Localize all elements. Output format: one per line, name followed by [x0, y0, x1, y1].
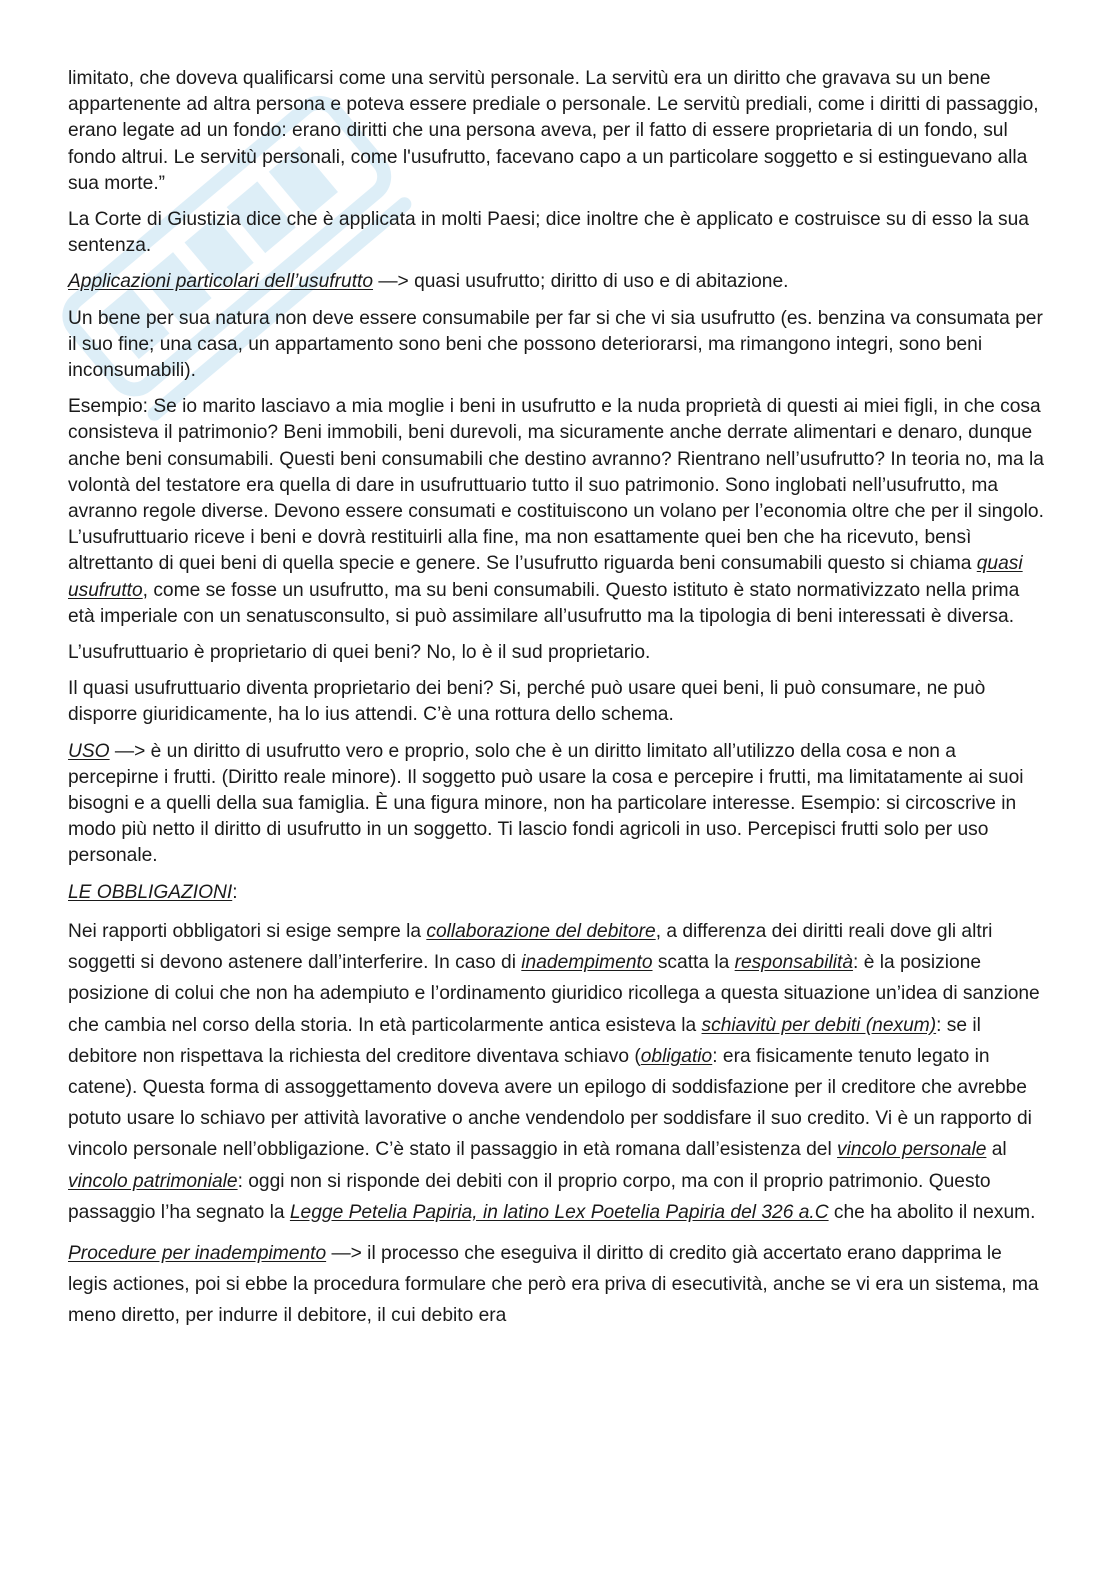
emphasized-term: Procedure per inadempimento — [68, 1242, 327, 1264]
text-run: : era fisicamente tenuto legato in catene). Questa forma di assoggettamento doveva avere un epilogo di soddisfazione per il creditore che avrebbe potuto usare lo schiavo per attività lavorative o anche vendendolo per soddisfare il suo credito. Vi è un rapporto di vincolo personale nell’obbligazione. C’è stato il passaggio in età romana dall’esistenza del — [68, 1045, 1032, 1161]
text-run: Un bene per sua natura non deve essere consumabile per far si che vi sia usufrutto (es. benzina va consumata per il suo fine; una casa, un appartamento sono beni che possono deteriorarsi, ma rimangono integri, sono beni inconsumabili). — [68, 307, 1043, 382]
paragraph — [68, 739, 1044, 870]
text-run: L’usufruttuario è proprietario di quei beni? No, lo è il sud proprietario. — [68, 642, 651, 664]
paragraph — [68, 1238, 1044, 1332]
text-run: Nei rapporti obbligatori si esige sempre la — [68, 920, 427, 942]
text-run: —> è un diritto di usufrutto vero e proprio, solo che è un diritto limitato all’utilizzo della cosa e non a percepirne i frutti. (Diritto reale minore). Il soggetto può usare la cosa e percepire i frutti, ma limitatamente ai suoi bisogni e a quelli della sua famiglia. È una figura minore, non ha particolare interesse. Esempio: si circoscrive in modo più netto il diritto di usufrutto in un soggetto. Ti lascio fondi agricoli in uso. Percepisci frutti solo per uso personale. — [68, 740, 1024, 867]
paragraph — [68, 306, 1044, 385]
document-page — [68, 66, 1044, 1342]
text-run: —> il processo che eseguiva il diritto di credito già accertato erano dapprima le legis actiones, poi si ebbe la procedura formulare che però era priva di esecutività, anche se vi era un sistema, ma meno diretto, per indurre il debitore, il cui debito era — [68, 1242, 1039, 1327]
text-run: : se il debitore non rispettava la richiesta del creditore diventava schiavo ( — [68, 1014, 981, 1067]
emphasized-term: USO — [68, 740, 110, 762]
paragraph — [68, 880, 1044, 906]
text-run: al — [986, 1139, 1007, 1161]
text-run: : — [232, 881, 238, 903]
emphasized-term: obligatio — [640, 1045, 713, 1067]
emphasized-term: Applicazioni particolari dell’usufrutto — [68, 271, 374, 293]
text-run: Il quasi usufruttuario diventa proprietario dei beni? Si, perché può usare quei beni, li può consumare, ne può disporre giuridicamente, ha lo ius attendi. C’è una rottura dello schema. — [68, 678, 986, 726]
text-run: scatta la — [652, 952, 735, 974]
paragraph — [68, 394, 1044, 630]
text-run: limitato, che doveva qualificarsi come una servitù personale. La servitù era un diritto che gravava su un bene appartenente ad altra persona e poteva essere prediale o personale. Le servitù prediali, come i diritti di passaggio, erano legate ad un fondo: erano diritti che una persona aveva, per il fatto di essere proprietaria di un fondo, sul fondo altrui. Le servitù personali, come l'usufrutto, facevano capo a un particolare soggetto e si estinguevano alla sua morte.” — [68, 68, 1039, 194]
paragraph — [68, 66, 1044, 197]
text-run: , come se fosse un usufrutto, ma su beni consumabili. Questo istituto è stato normativizzato nella prima età imperiale con un senatusconsulto, si può assimilare all’usufrutto ma la tipologia di beni interessati è diversa. — [68, 579, 1020, 627]
text-run: che ha abolito il nexum. — [828, 1201, 1036, 1223]
emphasized-term: LE OBBLIGAZIONI — [68, 881, 233, 903]
paragraph — [68, 269, 1044, 295]
emphasized-term: schiavitù per debiti (nexum) — [701, 1014, 937, 1036]
emphasized-term: quasi usufrutto — [68, 553, 1023, 601]
paragraph — [68, 207, 1044, 259]
emphasized-term: inadempimento — [521, 952, 653, 974]
paragraph — [68, 916, 1044, 1228]
emphasized-term: vincolo patrimoniale — [68, 1170, 238, 1192]
text-run: : è la posizione posizione di colui che non ha adempiuto e l’ordinamento giuridico ricollega a questa situazione un’idea di sanzione che cambia nel corso della storia. In età particolarmente antica esisteva la — [68, 952, 1040, 1036]
text-run: La Corte di Giustizia dice che è applicata in molti Paesi; dice inoltre che è applicato e costruisce su di esso la sua sentenza. — [68, 209, 1029, 257]
text-run: —> quasi usufrutto; diritto di uso e di abitazione. — [373, 271, 789, 293]
emphasized-term: collaborazione del debitore — [426, 920, 656, 942]
emphasized-term: vincolo personale — [837, 1139, 987, 1161]
text-run: , a differenza dei diritti reali dove gli altri soggetti si devono astenere dall’interferire. In caso di — [68, 920, 993, 974]
emphasized-term: Legge Petelia Papiria, in latino Lex Poetelia Papiria del 326 a.C — [289, 1201, 829, 1223]
paragraph — [68, 676, 1044, 728]
emphasized-term: responsabilità — [734, 952, 854, 974]
paragraph — [68, 640, 1044, 666]
text-run: Esempio: Se io marito lasciavo a mia moglie i beni in usufrutto e la nuda proprietà di questi ai miei figli, in che cosa consisteva il patrimonio? Beni immobili, beni durevoli, ma sicuramente anche derrate alimentari e denaro, dunque anche beni consumabili. Questi beni consumabili che destino avranno? Rientrano nell’usufrutto? In teoria no, ma la volontà del testatore era quella di dare in usufruttuario tutto il suo patrimonio. Sono inglobati nell’usufrutto, ma avranno regole diverse. Devono essere consumati e costituiscono un volano per l’economia oltre che per il singolo. L’usufruttuario riceve i beni e dovrà restituirli alla fine, ma non esattamente quei ben che ha ricevuto, bensì altrettanto di quei beni di quella specie e genere. Se l’usufrutto riguarda beni consumabili questo si chiama — [68, 396, 1044, 575]
text-run: : oggi non si risponde dei debiti con il proprio corpo, ma con il proprio patrimonio. Questo passaggio l’ha segnato la — [68, 1170, 991, 1223]
